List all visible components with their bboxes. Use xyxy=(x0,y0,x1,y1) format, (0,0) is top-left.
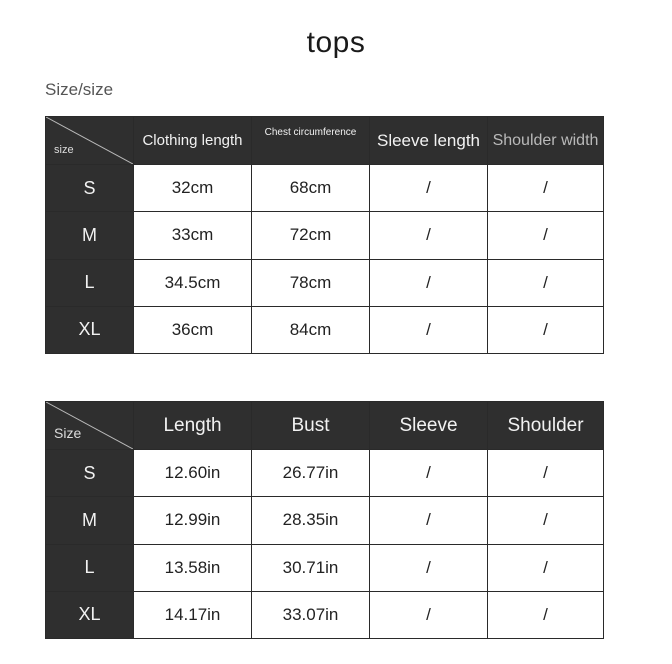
table-cell: 36cm xyxy=(134,306,252,353)
header-sleeve: Sleeve xyxy=(370,402,488,450)
size-label: S xyxy=(46,450,134,497)
table-cell: / xyxy=(370,450,488,497)
header-shoulder: Shoulder xyxy=(488,402,604,450)
size-table-cm xyxy=(45,116,604,354)
table-cell: 12.60in xyxy=(134,450,252,497)
table-cell: / xyxy=(488,165,604,212)
table-cell: 30.71in xyxy=(252,544,370,591)
table-cell: 78cm xyxy=(252,259,370,306)
table-row xyxy=(46,306,604,353)
header-chest-circumference: Chest circumference xyxy=(252,117,370,165)
table-cell: / xyxy=(370,497,488,544)
diagonal-divider xyxy=(46,117,133,164)
size-subtitle: Size/size xyxy=(45,80,114,99)
table-cell: 26.77in xyxy=(252,450,370,497)
size-label: XL xyxy=(46,306,134,353)
size-label: XL xyxy=(46,591,134,638)
size-label: M xyxy=(46,497,134,544)
table-row xyxy=(46,450,604,497)
table-cell: / xyxy=(370,591,488,638)
header-sleeve-length: Sleeve length xyxy=(370,117,488,165)
header-row xyxy=(46,117,604,165)
table-cell: 84cm xyxy=(252,306,370,353)
table-cell: / xyxy=(488,544,604,591)
header-clothing-length: Clothing length xyxy=(134,117,252,165)
table-row xyxy=(46,591,604,638)
table-row xyxy=(46,165,604,212)
table-cell: 34.5cm xyxy=(134,259,252,306)
table-cell: / xyxy=(488,450,604,497)
size-label: S xyxy=(46,165,134,212)
header-length: Length xyxy=(134,402,252,450)
table-cell: / xyxy=(488,497,604,544)
table-cell: / xyxy=(488,591,604,638)
page-title: tops xyxy=(306,26,366,59)
header-bust: Bust xyxy=(252,402,370,450)
table-row xyxy=(46,544,604,591)
table-row xyxy=(46,497,604,544)
table-cell: / xyxy=(370,259,488,306)
table-cell: / xyxy=(370,306,488,353)
table-row xyxy=(46,212,604,259)
corner-label: Size xyxy=(54,425,82,441)
header-shoulder-width: Shoulder width xyxy=(488,117,604,165)
table-cell: / xyxy=(488,212,604,259)
table-cell: 13.58in xyxy=(134,544,252,591)
table-cell: 33cm xyxy=(134,212,252,259)
table-cell: / xyxy=(370,212,488,259)
size-label: L xyxy=(46,544,134,591)
size-table-in xyxy=(45,401,604,639)
table-cell: 68cm xyxy=(252,165,370,212)
corner-cell xyxy=(46,402,134,450)
table-row xyxy=(46,259,604,306)
header-row xyxy=(46,402,604,450)
table-cell: 28.35in xyxy=(252,497,370,544)
table-cell: 72cm xyxy=(252,212,370,259)
table-cell: 32cm xyxy=(134,165,252,212)
table-cell: 33.07in xyxy=(252,591,370,638)
table-cell: / xyxy=(488,306,604,353)
size-label: L xyxy=(46,259,134,306)
table-cell: 14.17in xyxy=(134,591,252,638)
corner-cell xyxy=(46,117,134,165)
table-cell: / xyxy=(370,165,488,212)
corner-label: size xyxy=(54,144,74,156)
table-cell: 12.99in xyxy=(134,497,252,544)
size-label: M xyxy=(46,212,134,259)
table-cell: / xyxy=(370,544,488,591)
table-cell: / xyxy=(488,259,604,306)
